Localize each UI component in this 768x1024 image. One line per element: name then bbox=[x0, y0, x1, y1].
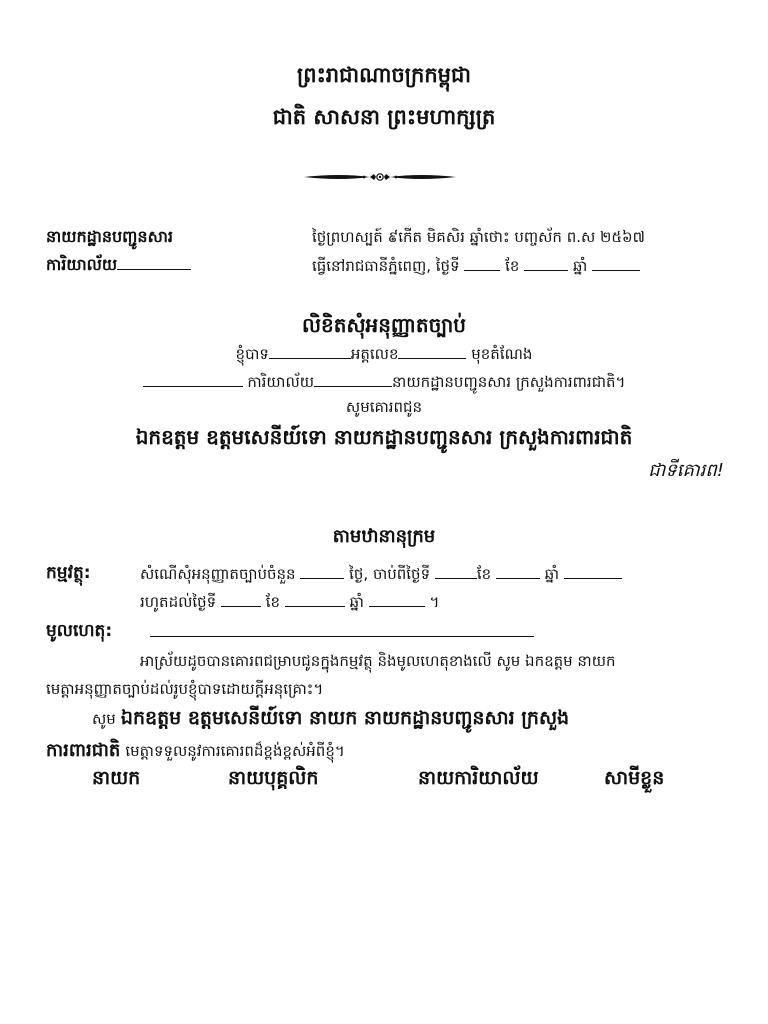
body-para1-line2: មេត្តាអនុញ្ញាតច្បាប់ដល់រូបខ្ញុំបាទដោយក្តីអនុគ្រោះ។ bbox=[46, 680, 324, 698]
subject-label: កម្មវត្ថុ: bbox=[46, 563, 91, 583]
reason-label: មូលហេតុ: bbox=[46, 621, 113, 641]
respect-closing: ជាទីគោរព! bbox=[648, 460, 724, 481]
subject-text: សំណើសុំអនុញ្ញាតច្បាប់ចំនួន bbox=[140, 565, 296, 583]
ornament-divider-icon bbox=[300, 170, 460, 184]
body-para2-line2 bbox=[46, 738, 345, 765]
position-label: មុខតំណែង bbox=[471, 345, 533, 363]
office-label-2: ការិយាល័យ bbox=[247, 373, 315, 391]
signature-personnel-chief: នាយបុគ្គលិក bbox=[228, 767, 319, 789]
place-date-prefix: ធ្វើនៅរាជធានីភ្នំពេញ, ថ្ងៃទី bbox=[312, 257, 460, 275]
day-blank[interactable] bbox=[464, 256, 500, 271]
national-motto: ជាតិ សាសនា ព្រះមហាក្សត្រ bbox=[272, 105, 496, 129]
start-month-blank[interactable] bbox=[496, 564, 540, 579]
signature-applicant: សាមីខ្លួន bbox=[604, 767, 665, 789]
applicant-line-2 bbox=[0, 372, 768, 395]
name-blank[interactable] bbox=[269, 344, 351, 359]
respectfully-line: សូមគោរពជូន bbox=[345, 398, 423, 416]
sender-office bbox=[46, 254, 191, 278]
start-day-blank[interactable] bbox=[435, 564, 477, 579]
start-month-label: ខែ bbox=[476, 565, 492, 583]
id-blank[interactable] bbox=[398, 344, 466, 359]
applicant-prefix: ខ្ញុំបាទ bbox=[235, 345, 269, 363]
signature-director: នាយក bbox=[92, 767, 141, 789]
position-blank[interactable] bbox=[143, 372, 243, 387]
sender-department: នាយកដ្ឋានបញ្ជូនសារ bbox=[46, 227, 173, 246]
body-para1-line1: អាស្រ័យដូចបានគោរពជម្រាបជូនក្នុងកម្មវត្ថុ និងមូលហេតុខាងលើ សូម ឯកឧត្តម នាយក bbox=[140, 652, 616, 670]
end-month-label: ខែ bbox=[265, 593, 281, 611]
end-day-blank[interactable] bbox=[221, 592, 261, 607]
signature-office-chief: នាយការិយាល័យ bbox=[418, 767, 539, 789]
para2-prefix: សូម bbox=[92, 710, 116, 728]
applicant-line-1 bbox=[0, 344, 768, 367]
subject-line-1 bbox=[140, 564, 622, 587]
hierarchy-title: តាមឋានានុក្រម bbox=[332, 526, 436, 547]
para2-addressee: ឯកឧត្តម ឧត្តមសេនីយ៍ទោ នាយក នាយកដ្ឋានបញ្ជូនសារ ក្រសួង bbox=[120, 707, 570, 729]
addressee: ឯកឧត្តម ឧត្តមសេនីយ៍ទោ នាយកដ្ឋានបញ្ជូនសារ ក្រសួងការពារជាតិ bbox=[135, 425, 633, 449]
reason-field[interactable] bbox=[150, 622, 534, 641]
end-month-blank[interactable] bbox=[285, 592, 345, 607]
lunar-date: ថ្ងៃព្រហស្បត៍ ៩កើត មិគសិរ ឆ្នាំថោះ បញ្ចស័ក ព.ស ២៥៦៧ bbox=[312, 228, 645, 246]
month-blank[interactable] bbox=[524, 256, 568, 271]
month-label: ខែ bbox=[505, 257, 520, 275]
days-label: ថ្ងៃ, ចាប់ពីថ្ងៃទី bbox=[349, 565, 431, 583]
place-date-line bbox=[312, 256, 640, 279]
office-label: ការិយាល័យ bbox=[46, 255, 118, 274]
body-para2-line1 bbox=[92, 706, 569, 734]
start-year-label: ឆ្នាំ bbox=[544, 565, 560, 583]
office-blank-2[interactable] bbox=[314, 372, 392, 387]
department-text: នាយកដ្ឋានបញ្ជូនសារ ក្រសួងការពារជាតិ។ bbox=[392, 373, 626, 391]
kingdom-heading: ព្រះរាជាណាចក្រកម្ពុជា bbox=[296, 63, 471, 87]
year-blank[interactable] bbox=[592, 256, 640, 271]
para2-closing: មេត្តាទទួលនូវការគោរពដ៏ខ្ពង់ខ្ពស់អំពីខ្ញុំ។ bbox=[125, 742, 345, 760]
id-label: អត្តលេខ bbox=[350, 345, 399, 363]
days-blank[interactable] bbox=[300, 564, 344, 579]
para2-ministry: ការពារជាតិ bbox=[46, 740, 121, 761]
letter-title: លិខិតសុំអនុញ្ញាតច្បាប់ bbox=[302, 313, 466, 337]
year-label: ឆ្នាំ bbox=[573, 257, 588, 275]
until-label: រហូតដល់ថ្ងៃទី bbox=[140, 593, 217, 611]
end-mark: ។ bbox=[429, 593, 440, 611]
office-blank[interactable] bbox=[117, 255, 191, 270]
subject-line-2 bbox=[140, 592, 439, 615]
reason-blank[interactable] bbox=[150, 622, 534, 637]
start-year-blank[interactable] bbox=[564, 564, 622, 579]
end-year-blank[interactable] bbox=[369, 592, 425, 607]
end-year-label: ឆ្នាំ bbox=[349, 593, 364, 611]
